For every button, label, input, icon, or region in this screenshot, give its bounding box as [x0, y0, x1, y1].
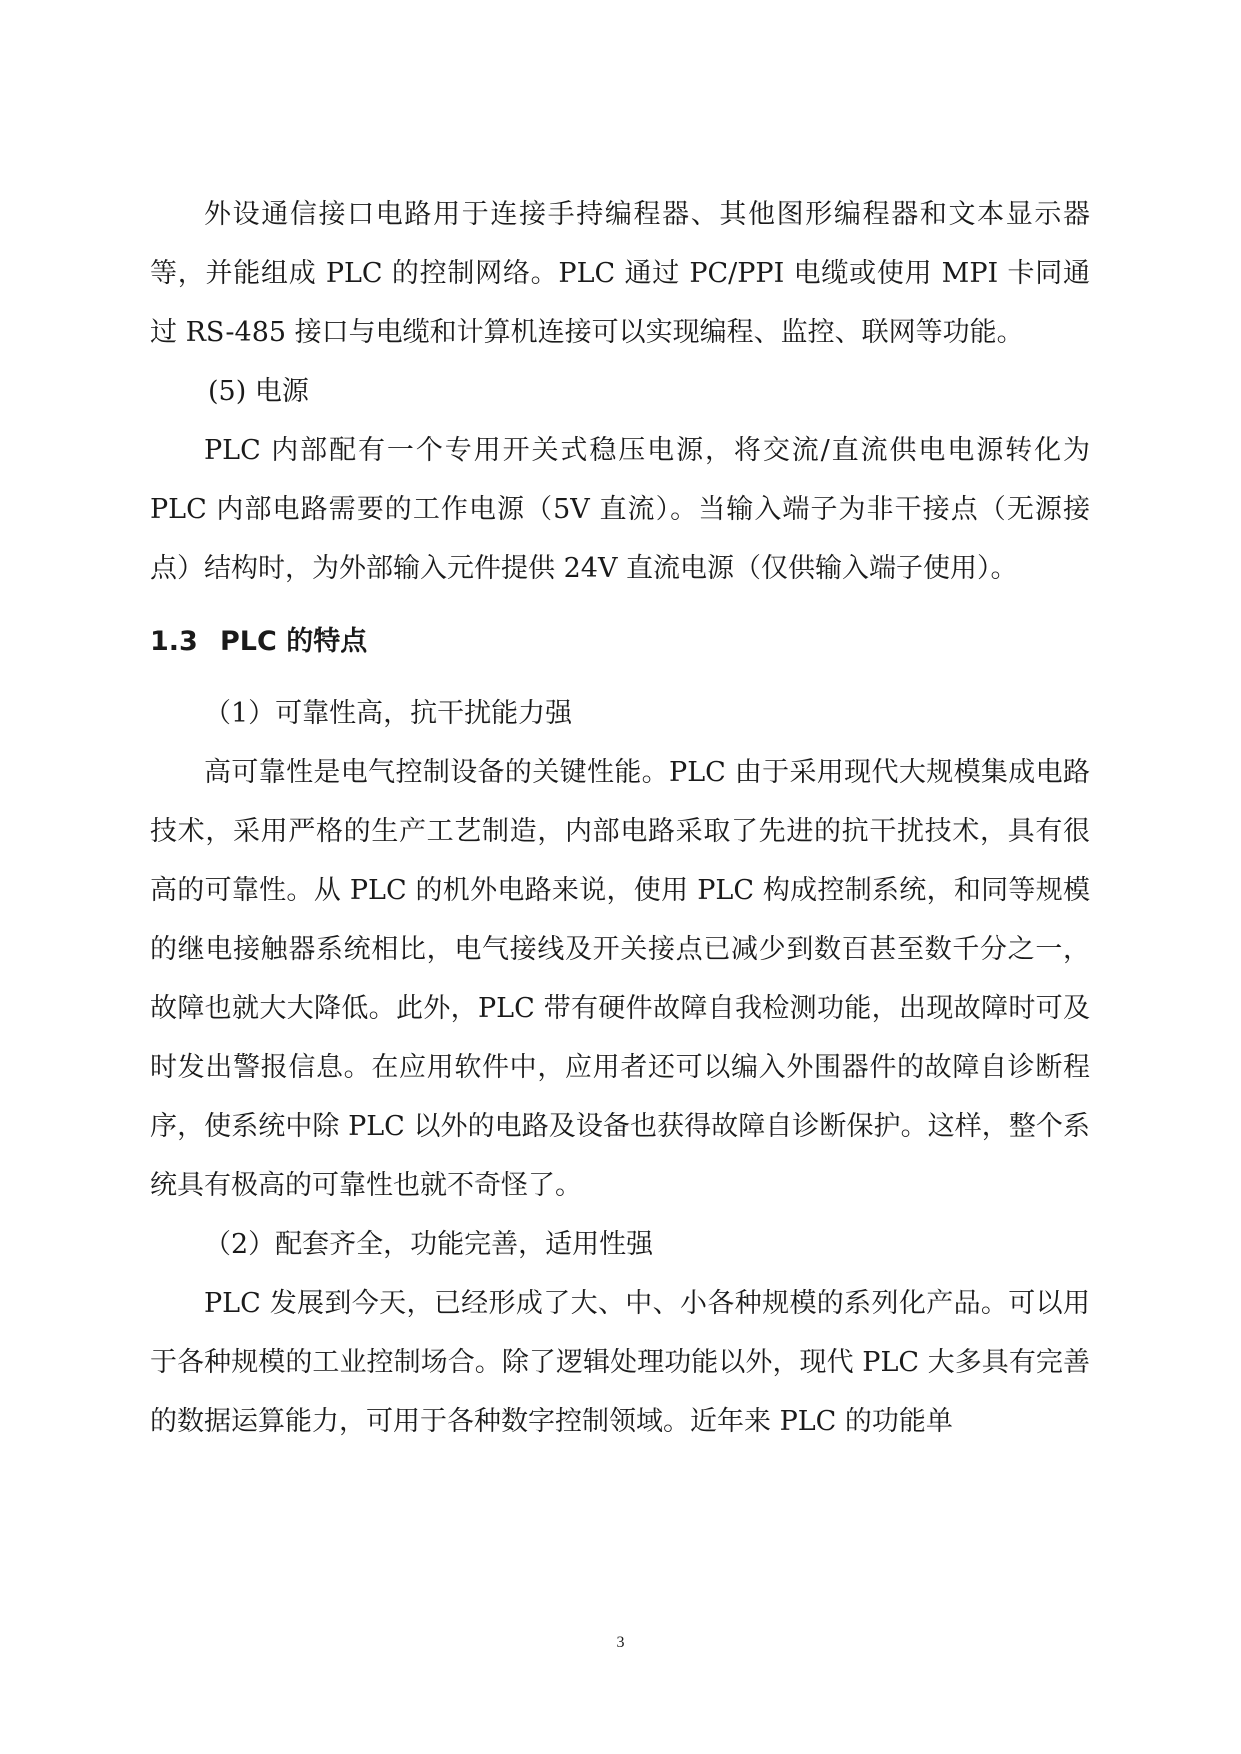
section-number: 1.3: [150, 626, 198, 657]
section-title: PLC 的特点: [220, 626, 368, 657]
paragraph-comm-interface: 外设通信接口电路用于连接手持编程器、其他图形编程器和文本显示器等，并能组成 PLC 的控制网络。PLC 通过 PC/PPI 电缆或使用 MPI 卡同通过 RS-485 接口与电缆和计算机连接可以实现编程、监控、联网等功能。: [150, 199, 1090, 348]
subheading-power-supply: (5) 电源: [208, 376, 309, 407]
page-number: 3: [616, 1634, 625, 1651]
subheading-reliability: （1）可靠性高，抗干扰能力强: [204, 698, 573, 729]
paragraph-functionality: PLC 发展到今天，已经形成了大、中、小各种规模的系列化产品。可以用于各种规模的工业控制场合。除了逻辑处理功能以外，现代 PLC 大多具有完善的数据运算能力，可用于各种数字控制领域。近年来 PLC 的功能单: [150, 1288, 1090, 1437]
subheading-functionality: （2）配套齐全，功能完善，适用性强: [204, 1229, 654, 1260]
paragraph-reliability: 高可靠性是电气控制设备的关键性能。PLC 由于采用现代大规模集成电路技术，采用严格的生产工艺制造，内部电路采取了先进的抗干扰技术，具有很高的可靠性。从 PLC 的机外电路来说，使用 PLC 构成控制系统，和同等规模的继电接触器系统相比，电气接线及开关接点已减少到数百甚至数千分之一，故障也就大大降低。此外，PLC 带有硬件故障自我检测功能，出现故障时可及时发出警报信息。在应用软件中，应用者还可以编入外围器件的故障自诊断程序，使系统中除 PLC 以外的电路及设备也获得故障自诊断保护。这样，整个系统具有极高的可靠性也就不奇怪了。: [150, 757, 1090, 1201]
paragraph-power-supply: PLC 内部配有一个专用开关式稳压电源，将交流/直流供电电源转化为 PLC 内部电路需要的工作电源（5V 直流）。当输入端子为非干接点（无源接点）结构时，为外部输入元件提供 24V 直流电源（仅供输入端子使用）。: [150, 435, 1090, 584]
page-content: [150, 185, 1090, 1451]
section-heading: [150, 612, 1090, 671]
